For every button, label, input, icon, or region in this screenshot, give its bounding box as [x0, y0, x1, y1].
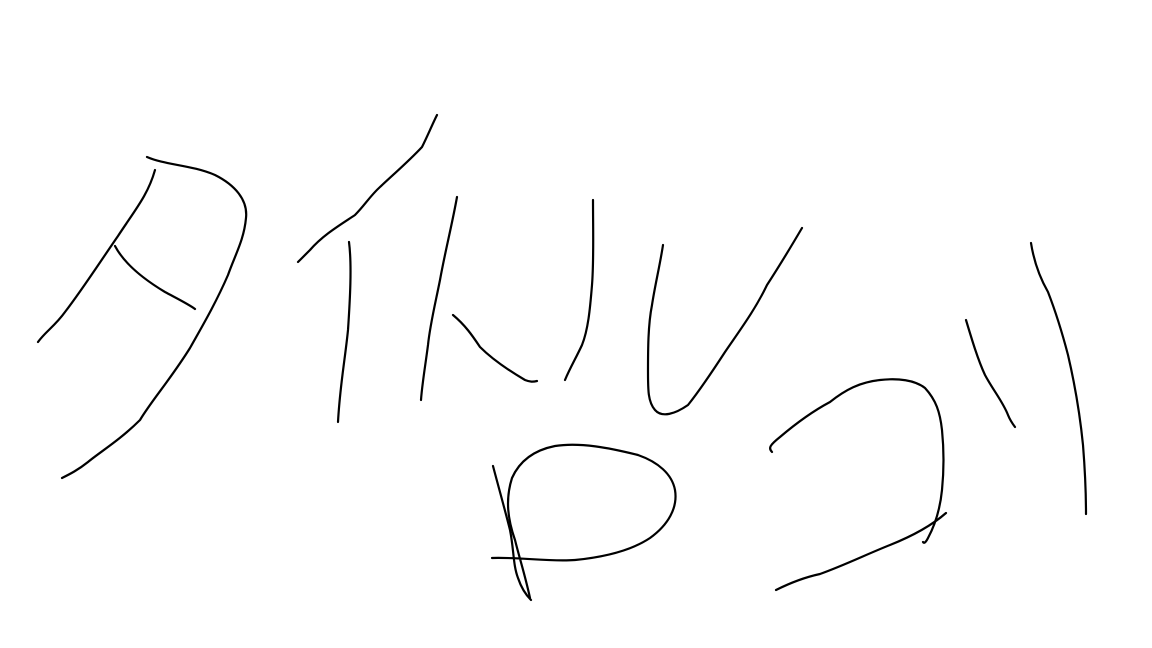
handwritten-char-ko — [770, 379, 946, 590]
handwritten-char-pu — [492, 445, 676, 600]
i-stroke-2 — [338, 242, 351, 422]
ta-stroke-1 — [38, 170, 155, 342]
pu-stroke-1 — [492, 445, 676, 598]
handwritten-char-po — [453, 200, 593, 382]
ru-stroke-1 — [421, 197, 457, 400]
ta-stroke-2 — [62, 157, 246, 478]
handwritten-char-ta — [38, 157, 246, 478]
po-stroke-2 — [453, 315, 537, 382]
ta-stroke-3 — [115, 246, 195, 309]
handwritten-char-i-hiragana — [966, 243, 1086, 514]
ru-stroke-2 — [648, 228, 802, 414]
po-stroke-1 — [565, 200, 593, 380]
i-hiragana-stroke-2 — [1031, 243, 1086, 514]
ko-stroke-1 — [770, 379, 943, 543]
handwritten-char-ru — [421, 197, 802, 414]
handwritten-char-i — [298, 115, 437, 422]
i-stroke-1 — [298, 115, 437, 262]
i-hiragana-stroke-1 — [966, 320, 1015, 427]
ko-stroke-2 — [776, 513, 946, 590]
